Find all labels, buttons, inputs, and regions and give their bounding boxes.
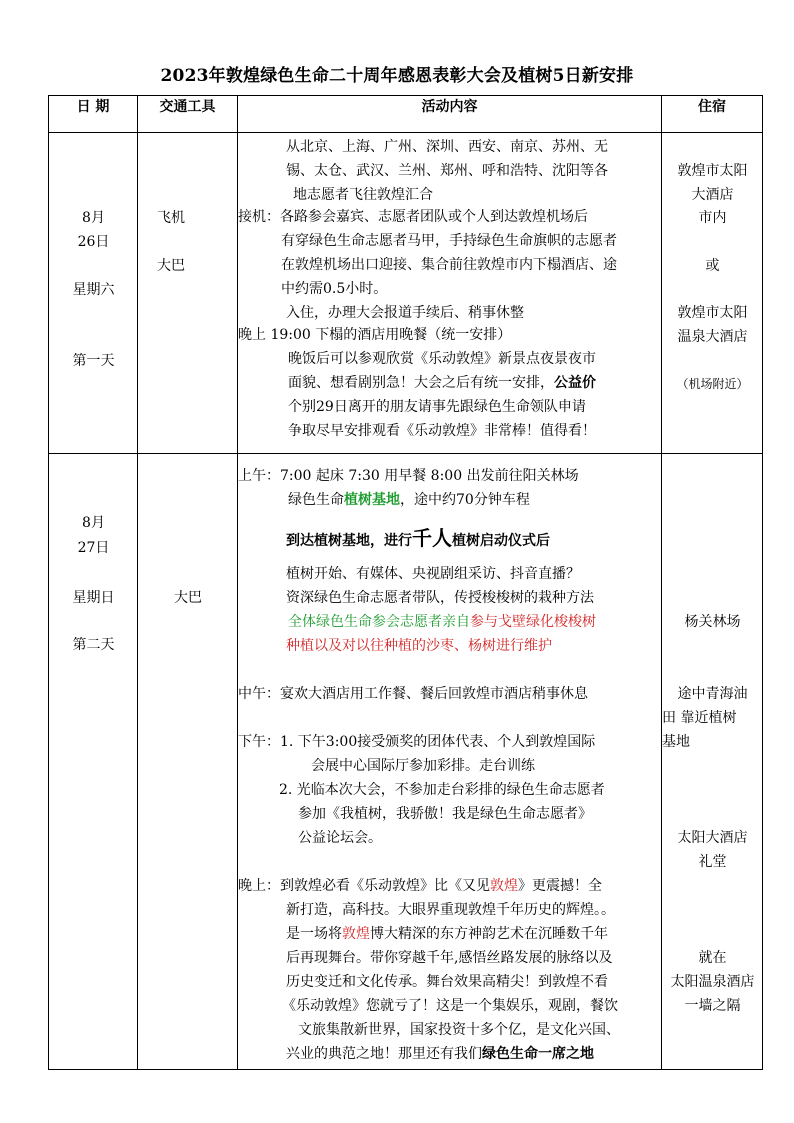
evening-line: 历史变迁和文化传承。舞台效果高精尖！到敦煌不看 xyxy=(286,974,608,990)
header-date: 日 期 xyxy=(49,96,138,133)
day2-lodging-line: 田 靠近植树 xyxy=(662,710,737,726)
evening-line: 《乐动敦煌》您就亏了！这是一个集娱乐，观剧，餐饮 xyxy=(282,998,618,1014)
day2-date-day: 27日 xyxy=(77,540,110,556)
morning-line: 种植以及对以往种植的沙枣、杨树进行维护 xyxy=(286,638,552,654)
morning-ceremony-line xyxy=(286,528,550,551)
day2-lodging-line: 礼堂 xyxy=(698,854,727,870)
day1-transport-bus: 大巴 xyxy=(157,258,185,274)
evening-text: 》更震撼！全 xyxy=(518,878,602,894)
day1-activity-line: 有穿绿色生命志愿者马甲，手持绿色生命旗帜的志愿者 xyxy=(281,233,617,249)
day2-transport-bus: 大巴 xyxy=(174,590,202,606)
day1-activity-line: 个别29日离开的朋友请事先跟绿色生命领队申请 xyxy=(288,399,586,415)
header-transport: 交通工具 xyxy=(138,96,238,133)
dunhuang-red-text: 敦煌 xyxy=(342,926,370,942)
day2-lodging-line: 途中青海油 xyxy=(677,686,748,702)
evening-line: 后再现舞台。带你穿越千年,感悟丝路发展的脉络以及 xyxy=(286,950,613,966)
header-lodging: 住宿 xyxy=(662,96,763,133)
day2-date-weekday: 星期日 xyxy=(72,590,115,606)
public-welfare-price: 公益价 xyxy=(554,375,596,391)
day2-lodging-line: 基地 xyxy=(662,734,690,750)
evening-text: 兴业的典范之地！那里还有我们 xyxy=(286,1046,482,1062)
day1-activity-line: 接机：各路参会嘉宾、志愿者团队或个人到达敦煌机场后 xyxy=(238,209,588,225)
day1-lodging-line: 大酒店 xyxy=(691,187,734,203)
day1-lodging-line: 市内 xyxy=(698,210,727,226)
day1-date-cell xyxy=(49,133,138,454)
morning-text: 绿色生命 xyxy=(288,492,344,508)
day1-date-month: 8月 xyxy=(82,210,105,226)
day1-activity-line: 锡、太仓、武汉、兰州、郑州、呼和浩特、沈阳等各 xyxy=(286,163,608,179)
afternoon-line: 2. 光临本次大会，不参加走台彩排的绿色生命志愿者 xyxy=(279,782,605,798)
day2-lodging-line: 就在 xyxy=(698,950,727,966)
day1-transport-cell xyxy=(138,133,238,454)
day2-lodging-cell xyxy=(662,454,763,1070)
dunhuang-red-text: 敦煌 xyxy=(490,878,518,894)
morning-line xyxy=(288,612,596,632)
evening-text: 是一场将 xyxy=(286,926,342,942)
day2-date-cell xyxy=(49,454,138,1070)
schedule-table xyxy=(48,95,763,1070)
day1-date-daynum: 第一天 xyxy=(72,353,115,369)
day2-lodging-line: 一墙之隔 xyxy=(684,998,741,1014)
header-activity: 活动内容 xyxy=(238,96,662,133)
afternoon-line: 参加《我植树，我骄傲！我是绿色生命志愿者》 xyxy=(298,806,592,822)
day1-date-weekday: 星期六 xyxy=(72,282,115,298)
evening-line xyxy=(286,1044,594,1064)
day1-activity-line xyxy=(288,373,596,393)
morning-line xyxy=(288,490,530,510)
day1-lodging-cell xyxy=(662,133,763,454)
day1-lodging-line: （机场附近） xyxy=(676,377,749,391)
ceremony-text: 到达植树基地，进行 xyxy=(286,533,412,549)
volunteers-green-text: 全体绿色生命参会志愿者亲自 xyxy=(288,614,470,630)
document-title: 2023年敦煌绿色生命二十周年感恩表彰大会及植树5日新安排 xyxy=(160,66,634,86)
gobi-greening-red-text: 参与戈壁绿化梭梭树 xyxy=(470,614,596,630)
day1-lodging-line: 敦煌市太阳 xyxy=(677,305,748,321)
afternoon-line: 会展中心国际厅参加彩排。走台训练 xyxy=(311,758,535,774)
day1-activity-cell xyxy=(238,133,662,454)
day2-lodging-line: 太阳温泉酒店 xyxy=(670,974,755,990)
day1-lodging-line: 敦煌市太阳 xyxy=(677,163,748,179)
evening-line: 新打造，高科技。大眼界重现敦煌千年历史的辉煌。。 xyxy=(286,902,615,918)
day1-lodging-line: 或 xyxy=(705,258,720,274)
day1-activity-line: 在敦煌机场出口迎接、集合前往敦煌市内下榻酒店、途 xyxy=(281,257,617,273)
day1-date-day: 26日 xyxy=(77,234,110,250)
day2-lodging-line: 杨关林场 xyxy=(684,614,741,630)
ceremony-text: 植树启动仪式后 xyxy=(452,533,550,549)
day2-date-month: 8月 xyxy=(82,515,105,531)
day1-activity-line: 晚饭后可以参观欣赏《乐动敦煌》新景点夜景夜市 xyxy=(288,351,596,367)
afternoon-line: 下午：1. 下午3:00接受颁奖的团体代表、个人到敦煌国际 xyxy=(238,734,596,750)
green-life-seat-bold: 绿色生命一席之地 xyxy=(482,1046,594,1062)
day1-activity-line: 晚上 19:00 下榻的酒店用晚餐（统一安排） xyxy=(238,327,512,343)
evening-line: 文旅集散新世界，国家投资十多个亿，是文化兴国、 xyxy=(298,1022,620,1038)
thousand-people-highlight: 千人 xyxy=(412,526,452,550)
day1-activity-line: 地志愿者飞往敦煌汇合 xyxy=(293,187,433,203)
evening-text: 晚上：到敦煌必看《乐动敦煌》比《又见 xyxy=(238,878,490,894)
day2-date-daynum: 第二天 xyxy=(72,637,115,653)
day2-transport-cell xyxy=(138,454,238,1070)
noon-line: 中午：宴欢大酒店用工作餐、餐后回敦煌市酒店稍事休息 xyxy=(238,686,588,702)
day1-row xyxy=(49,133,763,454)
day2-activity-cell xyxy=(238,454,662,1070)
day1-activity-line: 入住，办理大会报道手续后、稍事休整 xyxy=(286,305,524,321)
afternoon-line: 公益论坛会。 xyxy=(298,830,382,846)
morning-line: 植树开始、有媒体、央视剧组采访、抖音直播？ xyxy=(286,566,580,582)
day2-lodging-line: 太阳大酒店 xyxy=(677,830,748,846)
day2-row xyxy=(49,454,763,1070)
evening-line xyxy=(238,876,602,896)
evening-line xyxy=(286,924,608,944)
morning-line: 上午：7:00 起床 7:30 用早餐 8:00 出发前往阳关林场 xyxy=(238,468,579,484)
day1-transport-plane: 飞机 xyxy=(157,210,185,226)
day1-activity-line: 从北京、上海、广州、深圳、西安、南京、苏州、无 xyxy=(286,139,608,155)
header-row xyxy=(49,96,763,133)
day1-activity-line: 争取尽早安排观看《乐动敦煌》非常棒！值得看！ xyxy=(288,423,596,439)
morning-text: ，途中约70分钟车程 xyxy=(400,492,530,508)
morning-line: 资深绿色生命志愿者带队，传授梭梭树的栽种方法 xyxy=(286,590,594,606)
day1-activity-line: 中约需0.5小时。 xyxy=(281,281,388,297)
day1-activity-text: 面貌、想看剧别急！大会之后有统一安排， xyxy=(288,375,554,391)
day1-lodging-line: 温泉大酒店 xyxy=(677,329,748,345)
planting-base-highlight: 植树基地 xyxy=(344,492,400,508)
evening-text: 博大精深的东方神韵艺术在沉睡数千年 xyxy=(370,926,608,942)
